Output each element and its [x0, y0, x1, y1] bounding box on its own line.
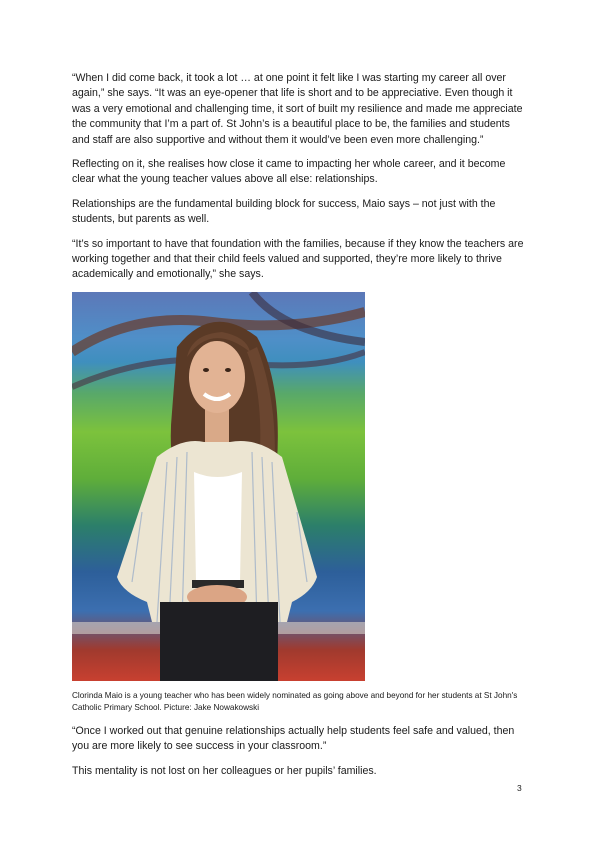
paragraph-4: “It’s so important to have that foundation with the families, because if they know the teachers are working together and that their child feels valued and supported, they’re more likely to thrive academically and emotionally,” she says.	[72, 237, 524, 281]
page-number: 3	[517, 783, 522, 793]
teacher-photo	[72, 292, 365, 681]
teacher-photo-illustration	[72, 292, 365, 681]
paragraph-3: Relationships are the fundamental building block for success, Maio says – not just with the students, but parents as well.	[72, 197, 496, 226]
paragraph-5: “Once I worked out that genuine relationships actually help students feel safe and valued, then you are more likely to see success in your classroom.”	[72, 724, 515, 753]
paragraph-1: “When I did come back, it took a lot … at one point it felt like I was starting my career all over again,” she says. “It was an eye-opener that life is short and to be appreciative. Even though it was a very emotional and challenging time, it sort of built my resilience and made me appreciate the community that I’m a part of. St John’s is a beautiful place to be, the families and students and staff are also supportive and without them it would’ve been even more challenging.”	[72, 72, 523, 146]
article-page	[72, 71, 527, 788]
photo-caption: Clorinda Maio is a young teacher who has been widely nominated as going above and beyond for her students at St John's Catholic Primary School. Picture: Jake Nowakowski	[72, 690, 518, 713]
paragraph-2: Reflecting on it, she realises how close it came to impacting her whole career, and it become clear what the young teacher values above all else: relationships.	[72, 158, 506, 186]
paragraph-6: This mentality is not lost on her colleagues or her pupils’ families.	[72, 764, 377, 777]
